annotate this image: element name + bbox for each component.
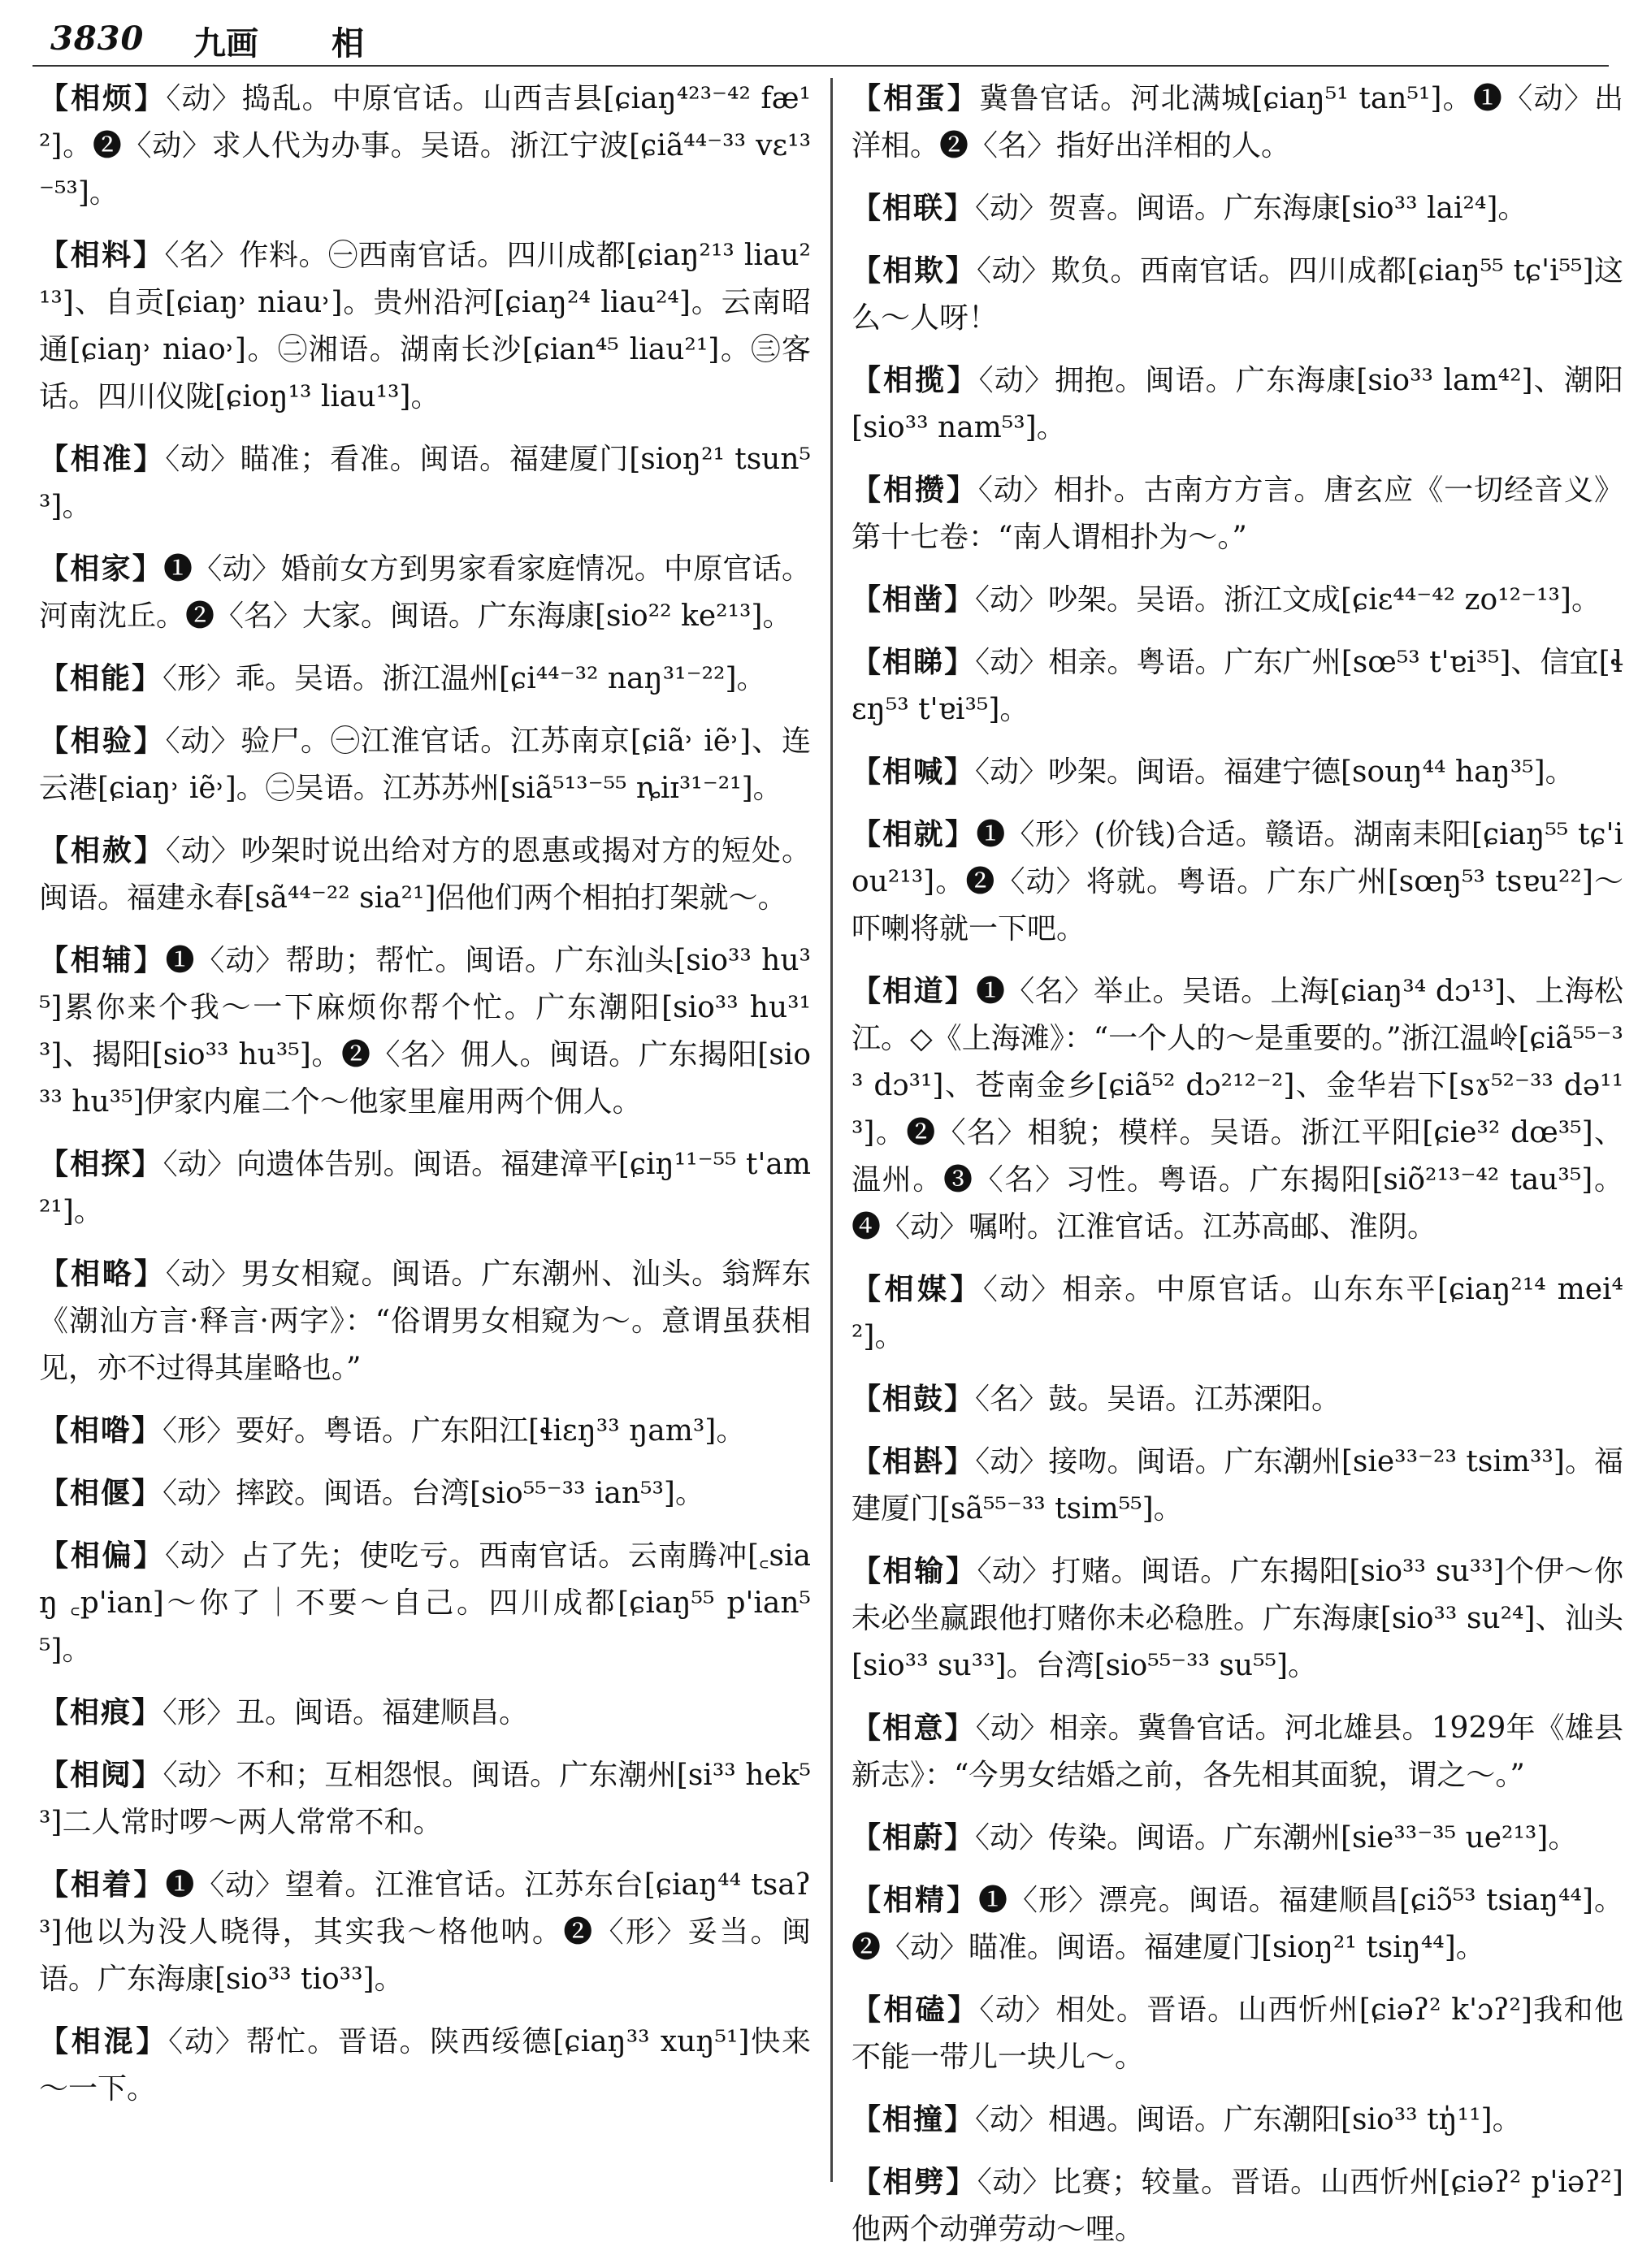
dictionary-entry: [39, 827, 811, 922]
entry-body: 〈动〉接吻。闽语。广东潮州[sie³³⁻²³ tsim³³]。福建厦门[sã⁵⁵⁻³³ tsim⁵⁵]。: [852, 1445, 1623, 1526]
entry-headword: 【相家】: [39, 552, 163, 586]
dictionary-entry: [852, 1547, 1623, 1690]
entry-body: 〈动〉向遗体告别。闽语。福建漳平[ɕiŋ¹¹⁻⁵⁵ t'am²¹]。: [39, 1148, 811, 1228]
entry-body: 〈动〉相扑。古南方方言。唐玄应《一切经音义》第十七卷：“南人谓相扑为～。”: [852, 474, 1623, 554]
dictionary-entry: [39, 1532, 811, 1674]
entry-headword: 【相阋】: [39, 1758, 163, 1792]
entry-headword: 【相蛋】: [852, 81, 980, 115]
entry-headword: 【相能】: [39, 661, 163, 695]
dictionary-entry: [852, 576, 1623, 624]
entry-body: 〈形〉要好。粤语。广东阳江[ɬiɛŋ³³ ŋam³]。: [162, 1414, 746, 1448]
entry-headword: 【相喊】: [852, 755, 976, 789]
entry-headword: 【相磕】: [852, 1993, 980, 2027]
entry-headword: 【相联】: [852, 191, 976, 225]
dictionary-entry: [852, 2158, 1623, 2253]
dictionary-entry: [852, 811, 1623, 953]
dictionary-entry: [39, 435, 811, 530]
entry-body: 〈动〉吵架。闽语。福建宁德[souŋ⁴⁴ haŋ³⁵]。: [975, 755, 1575, 789]
entry-body: ❶〈动〉婚前女方到男家看家庭情况。中原官话。河南沈丘。❷〈名〉大家。闽语。广东海康[sio²² ke²¹³]。: [39, 552, 811, 633]
entry-body: ❶〈动〉帮助；帮忙。闽语。广东汕头[sio³³ hu³⁵]累你来个我～一下麻烦你帮个忙。广东潮阳[sio³³ hu³¹³]、揭阳[sio³³ hu³⁵]。❷〈名〉佣人。闽语。广东揭阳[sio³³ hu³⁵]伊家内雇二个～他家里雇用两个佣人。: [39, 944, 811, 1119]
entry-headword: 【相斟】: [852, 1444, 976, 1478]
entry-headword: 【相赦】: [39, 833, 166, 868]
entry-body: 〈动〉占了先；使吃亏。西南官话。云南腾冲[꜀siaŋ ꜀p'ian]～你了｜不要～自己。四川成都[ɕiaŋ⁵⁵ p'ian⁵⁵]。: [39, 1539, 811, 1667]
column-divider: [830, 78, 833, 2182]
entry-headword: 【相欺】: [852, 253, 977, 288]
dictionary-entry: [852, 638, 1623, 734]
page-header: [39, 11, 1607, 67]
entry-body: 〈动〉相亲。中原官话。山东东平[ɕiaŋ²¹⁴ mei⁴²]。: [852, 1273, 1623, 1353]
dictionary-entry: [852, 1266, 1623, 1361]
entry-headword: 【相就】: [852, 817, 977, 851]
dictionary-entry: [852, 75, 1623, 170]
entry-headword: 【相烦】: [39, 81, 167, 115]
dictionary-entry: [852, 1986, 1623, 2081]
entry-headword: 【相偃】: [39, 1476, 163, 1510]
entry-body: 〈动〉比赛；较量。晋语。山西忻州[ɕiəʔ² p'iəʔ²]他两个动弹劳动～哩。: [852, 2166, 1623, 2246]
entry-headword: 【相劈】: [852, 2165, 977, 2199]
dictionary-entry: [39, 1751, 811, 1846]
entry-headword: 【相媒】: [852, 1272, 983, 1306]
entry-headword: 【相凿】: [852, 582, 976, 617]
entry-headword: 【相辅】: [39, 943, 166, 977]
entry-body: 〈动〉打赌。闽语。广东揭阳[sio³³ su³³]个伊～你未必坐赢跟他打赌你未必稳胜。广东海康[sio³³ su²⁴]、汕头[sio³³ su³³]。台湾[sio⁵⁵⁻³³ su⁵⁵]。: [852, 1555, 1623, 1682]
dictionary-entry: [852, 1375, 1623, 1423]
dictionary-entry: [39, 937, 811, 1126]
dictionary-entry: [39, 232, 811, 421]
entry-headword: 【相验】: [39, 724, 166, 758]
dictionary-entry: [852, 1876, 1623, 1972]
entry-headword: 【相揽】: [852, 363, 979, 397]
dictionary-entry: [852, 247, 1623, 342]
entry-headword: 【相准】: [39, 442, 166, 476]
entry-body: ❶〈名〉举止。吴语。上海[ɕiaŋ³⁴ dɔ¹³]、上海松江。◇《上海滩》：“一个人的～是重要的。”浙江温岭[ɕiã⁵⁵⁻³³ dɔ³¹]、苍南金乡[ɕiã⁵² dɔ²¹²⁻²]、金华岩下[sɤ⁵²⁻³³ də¹¹³]。❷〈名〉相貌；模样。吴语。浙江平阳[ɕie³² dœ³⁵]、温州。❸〈名〉习性。粤语。广东揭阳[siõ²¹³⁻⁴² tau³⁵]。❹〈动〉嘱咐。江淮官话。江苏高邮、淮阴。: [852, 975, 1623, 1244]
dictionary-entry: [39, 1407, 811, 1455]
entry-body: 〈形〉丑。闽语。福建顺昌。: [162, 1696, 529, 1729]
entry-headword: 【相喒】: [39, 1413, 163, 1448]
page-section: 九画: [193, 24, 258, 63]
entry-body: 〈动〉帮忙。晋语。陕西绥德[ɕiaŋ³³ xuŋ⁵¹]快来～一下。: [39, 2025, 811, 2106]
entry-body: 〈动〉吵架时说出给对方的恩惠或揭对方的短处。闽语。福建永春[sã⁴⁴⁻²² sia²¹]侶他们两个相拍打架就～。: [39, 834, 811, 915]
entry-headword: 【相意】: [852, 1711, 976, 1745]
entry-headword: 【相探】: [39, 1147, 163, 1181]
entry-headword: 【相睇】: [852, 645, 976, 679]
entry-body: 冀鲁官话。河北满城[ɕiaŋ⁵¹ tan⁵¹]。❶〈动〉出洋相。❷〈名〉指好出洋相的人。: [852, 82, 1623, 162]
dictionary-entry: [852, 2096, 1623, 2144]
entry-body: 〈动〉验尸。㊀江淮官话。江苏南京[ɕiã˒ iẽ˒]、连云港[ɕiaŋ˒ iẽ˒]。㊁吴语。江苏苏州[siã⁵¹³⁻⁵⁵ ȵiɪ³¹⁻²¹]。: [39, 725, 811, 805]
dictionary-entry: [852, 357, 1623, 452]
dictionary-entry: [39, 717, 811, 812]
entry-body: 〈动〉贺喜。闽语。广东海康[sio³³ lai²⁴]。: [975, 192, 1528, 225]
dictionary-entry: [39, 2018, 811, 2113]
entry-headword: 【相着】: [39, 1868, 166, 1902]
entry-headword: 【相略】: [39, 1257, 166, 1291]
entry-body: 〈形〉乖。吴语。浙江温州[ɕi⁴⁴⁻³² naŋ³¹⁻²²]。: [162, 662, 766, 695]
entry-body: 〈名〉作料。㊀西南官话。四川成都[ɕiaŋ²¹³ liau²¹³]、自贡[ɕiaŋ˒ niau˒]。贵州沿河[ɕiaŋ²⁴ liau²⁴]。云南昭通[ɕiaŋ˒ niao˒]。㊁湘语。湖南长沙[ɕian⁴⁵ liau²¹]。㊂客话。四川仪陇[ɕioŋ¹³ liau¹³]。: [39, 239, 811, 413]
dictionary-entry: [852, 967, 1623, 1251]
entry-headword: 【相混】: [39, 2024, 169, 2058]
entry-headword: 【相攒】: [852, 473, 978, 507]
entry-body: 〈动〉相亲。粤语。广东广州[sœ⁵³ t'ɐi³⁵]、信宜[ɬɛŋ⁵³ t'ɐi³⁵]。: [852, 646, 1623, 726]
right-column: [852, 75, 1623, 2268]
page-number: 3830: [50, 19, 145, 58]
dictionary-entry: [39, 545, 811, 640]
entry-body: 〈动〉相处。晋语。山西忻州[ɕiəʔ² k'ɔʔ²]我和他不能一带儿一块儿～。: [852, 1993, 1623, 2074]
header-rule: [32, 65, 1609, 67]
dictionary-entry: [39, 1689, 811, 1737]
entry-body: 〈动〉传染。闽语。广东潮州[sie³³⁻³⁵ ue²¹³]。: [975, 1821, 1578, 1855]
entry-headword: 【相蔚】: [852, 1820, 976, 1855]
dictionary-entry: [39, 655, 811, 703]
entry-headword: 【相鼓】: [852, 1382, 976, 1416]
entry-headword: 【相偏】: [39, 1539, 166, 1573]
entry-body: 〈名〉鼓。吴语。江苏溧阳。: [975, 1383, 1341, 1416]
entry-headword: 【相道】: [852, 974, 976, 1008]
entry-body: 〈动〉摔跤。闽语。台湾[sio⁵⁵⁻³³ ian⁵³]。: [162, 1477, 704, 1510]
entry-body: ❶〈动〉望着。江淮官话。江苏东台[ɕiaŋ⁴⁴ tsaʔ³]他以为没人晓得，其实我～格他呐。❷〈形〉妥当。闽语。广东海康[sio³³ tio³³]。: [39, 1868, 811, 1996]
entry-headword: 【相料】: [39, 238, 165, 272]
entry-body: 〈动〉捣乱。中原官话。山西吉县[ɕiaŋ⁴²³⁻⁴² fæ¹²]。❷〈动〉求人代为办事。吴语。浙江宁波[ɕiã⁴⁴⁻³³ vɛ¹³⁻⁵³]。: [39, 82, 811, 210]
entry-body: 〈动〉吵架。吴语。浙江文成[ɕiɛ⁴⁴⁻⁴² zo¹²⁻¹³]。: [975, 583, 1601, 617]
dictionary-entry: [852, 748, 1623, 796]
entry-headword: 【相输】: [852, 1554, 977, 1588]
entry-body: ❶〈形〉(价钱)合适。赣语。湖南耒阳[ɕiaŋ⁵⁵ tɕ'iou²¹³]。❷〈动〉将就。粤语。广东广州[sœŋ⁵³ tsɐu²²]～吓喇将就一下吧。: [852, 818, 1623, 946]
dictionary-entry: [852, 1814, 1623, 1862]
dictionary-entry: [39, 1469, 811, 1517]
dictionary-entry: [852, 184, 1623, 232]
entry-body: 〈动〉瞄准；看准。闽语。福建厦门[sioŋ²¹ tsun⁵³]。: [39, 443, 811, 523]
dictionary-entry: [39, 1250, 811, 1392]
entry-headword: 【相精】: [852, 1883, 978, 1917]
dictionary-entry: [852, 1438, 1623, 1533]
entry-body: 〈动〉相遇。闽语。广东潮阳[sio³³ tŋ̍¹¹]。: [975, 2103, 1522, 2136]
entry-body: ❶〈形〉漂亮。闽语。福建顺昌[ɕiɔ̃⁵³ tsiaŋ⁴⁴]。❷〈动〉瞄准。闽语。福建厦门[sioŋ²¹ tsiŋ⁴⁴]。: [852, 1884, 1623, 1964]
entry-body: 〈动〉欺负。西南官话。四川成都[ɕiaŋ⁵⁵ tɕ'i⁵⁵]这么～人呀！: [852, 254, 1623, 335]
dictionary-entry: [852, 1704, 1623, 1799]
entry-body: 〈动〉相亲。冀鲁官话。河北雄县。1929年《雄县新志》：“今男女结婚之前，各先相其面貌，谓之～。”: [852, 1712, 1623, 1792]
dictionary-entry: [39, 1140, 811, 1236]
dictionary-entry: [39, 75, 811, 217]
left-column: [39, 75, 811, 2127]
entry-body: 〈动〉男女相窥。闽语。广东潮州、汕头。翁辉东《潮汕方言·释言·两字》：“俗谓男女相窥为～。意谓虽获相见，亦不过得其崖略也。”: [39, 1257, 811, 1385]
page-character: 相: [332, 24, 364, 63]
entry-headword: 【相撞】: [852, 2102, 976, 2136]
entry-body: 〈动〉不和；互相怨恨。闽语。广东潮州[si³³ hek⁵³]二人常时啰～两人常常不和。: [39, 1759, 811, 1839]
dictionary-entry: [39, 1861, 811, 2003]
entry-body: 〈动〉拥抱。闽语。广东海康[sio³³ lam⁴²]、潮阳[sio³³ nam⁵³]。: [852, 364, 1623, 444]
entry-headword: 【相痕】: [39, 1695, 163, 1729]
dictionary-entry: [852, 466, 1623, 561]
